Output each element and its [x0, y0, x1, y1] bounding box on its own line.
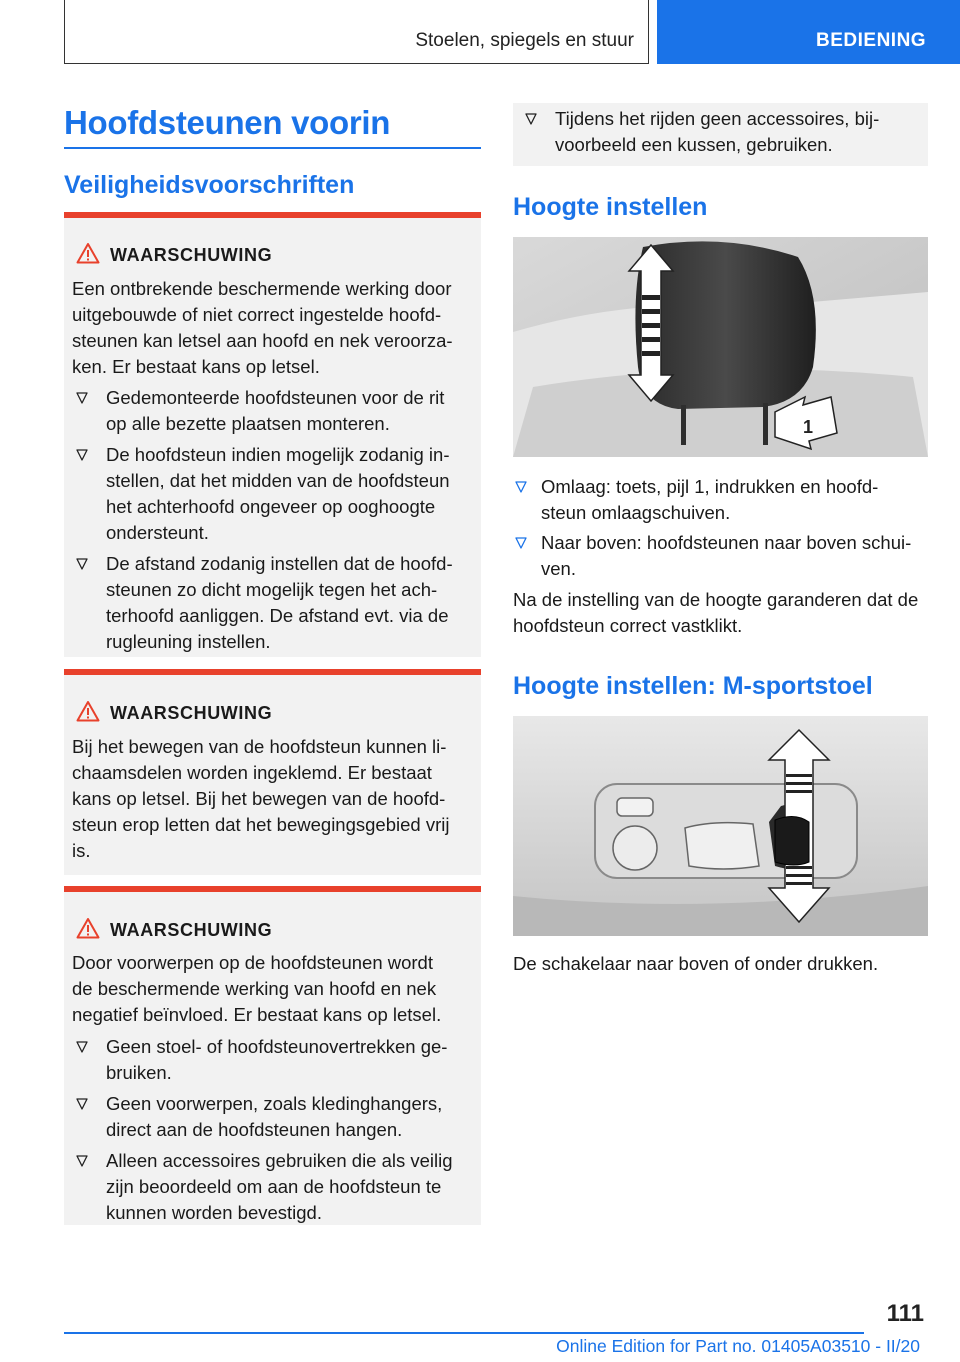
text-line: bruiken. [106, 1062, 172, 1083]
text-line: steun erop letten dat het bewegingsgebied vrij [72, 814, 450, 835]
title-divider [64, 147, 481, 149]
text-line: Geen voorwerpen, zoals kledinghangers, [106, 1093, 443, 1114]
list-item [76, 1034, 473, 1086]
text-line: kans op letsel. Bij het bewegen van de hoofd- [72, 788, 446, 809]
list-item [76, 551, 473, 655]
text-line: steun omlaagschuiven. [541, 502, 731, 523]
text-line: steunen zo dicht mogelijk tegen het ach- [106, 579, 438, 600]
text-line: Gedemonteerde hoofdsteunen voor de rit [106, 387, 445, 408]
text-line: het achterhoofd ongeveer op ooghoogte [106, 496, 436, 517]
text-line: is. [72, 840, 91, 861]
text-line: De afstand zodanig instellen dat de hoofd- [106, 553, 453, 574]
list-item [76, 1148, 473, 1226]
section-heading-safety: Veiligheidsvoorschriften [64, 171, 355, 199]
text-line: voorbeeld een kussen, gebruiken. [555, 134, 833, 155]
text-line: hoofdsteun correct vastklikt. [513, 615, 743, 636]
paragraph: De schakelaar naar boven of onder drukken. [513, 953, 879, 974]
warning-heading: WAARSCHUWING [110, 920, 273, 940]
section-heading-m-sport: Hoogte instellen: M-sportstoel [513, 672, 873, 700]
text-line: steunen kan letsel aan hoofd en nek veroorza- [72, 330, 453, 351]
text-line: op alle bezette plaatsen monteren. [106, 413, 390, 434]
chapter-label: BEDIENING [816, 30, 927, 51]
text-line: terhoofd aanliggen. De afstand evt. via de [106, 605, 449, 626]
text-line: rugleuning instellen. [106, 631, 271, 652]
text-line: ken. Er bestaat kans op letsel. [72, 356, 320, 377]
triangle-bullet-icon [76, 1091, 90, 1117]
paragraph [513, 587, 928, 639]
text-line: Omlaag: toets, pijl 1, indrukken en hoofd- [541, 476, 879, 497]
text-line: Door voorwerpen op de hoofdsteunen wordt [72, 952, 433, 973]
triangle-bullet-icon [76, 1034, 90, 1060]
text-line: Alleen accessoires gebruiken die als veilig [106, 1150, 453, 1171]
list-item [513, 530, 928, 582]
text-line: chaamsdelen worden ingeklemd. Er bestaat [72, 762, 432, 783]
footer-divider [64, 1332, 864, 1334]
list-item [525, 106, 920, 158]
warning-text [72, 950, 473, 1028]
headrest-illustration [513, 237, 928, 457]
continued-warning-box [513, 103, 928, 166]
page-number: 111 [886, 1300, 924, 1327]
text-line: uitgebouwde of niet correct ingestelde hoofd- [72, 304, 442, 325]
text-line: ondersteunt. [106, 522, 209, 543]
warning-heading: WAARSCHUWING [110, 245, 273, 265]
text-line: de beschermende werking van hoofd en nek [72, 978, 437, 999]
triangle-bullet-icon [515, 474, 529, 500]
warning-box [64, 886, 481, 1225]
text-line: Geen stoel- of hoofdsteunovertrekken ge- [106, 1036, 448, 1057]
text-line: Bij het bewegen van de hoofdsteun kunnen li- [72, 736, 447, 757]
triangle-bullet-icon [76, 551, 90, 577]
list-item [76, 385, 473, 437]
warning-triangle-icon [76, 242, 100, 264]
section-heading-height: Hoogte instellen [513, 193, 708, 221]
text-line: Een ontbrekende beschermende werking door [72, 278, 452, 299]
section-title: Stoelen, spiegels en stuur [415, 30, 634, 51]
triangle-bullet-icon [525, 106, 539, 132]
text-line: De hoofdsteun indien mogelijk zodanig in- [106, 444, 450, 465]
triangle-bullet-icon [76, 385, 90, 411]
text-line: Naar boven: hoofdsteunen naar boven schui- [541, 532, 912, 553]
text-line: Na de instelling van de hoogte garanderen dat de [513, 589, 919, 610]
warning-text [72, 734, 473, 864]
text-line: kunnen worden bevestigd. [106, 1202, 322, 1223]
triangle-bullet-icon [515, 530, 529, 556]
text-line: zijn beoordeeld om aan de hoofdsteun te [106, 1176, 442, 1197]
text-line: negatief beïnvloed. Er bestaat kans op letsel. [72, 1004, 442, 1025]
text-line: direct aan de hoofdsteunen hangen. [106, 1119, 403, 1140]
list-item [76, 442, 473, 546]
warning-triangle-icon [76, 700, 100, 722]
warning-heading: WAARSCHUWING [110, 703, 273, 723]
warning-triangle-icon [76, 917, 100, 939]
list-item [513, 474, 928, 526]
triangle-bullet-icon [76, 1148, 90, 1174]
footer-edition: Online Edition for Part no. 01405A03510 - II/20 [556, 1336, 920, 1356]
text-line: ven. [541, 558, 576, 579]
page-title: Hoofdsteunen voorin [64, 104, 391, 141]
callout-1: 1 [803, 417, 814, 437]
warning-box [64, 212, 481, 657]
seat-switch-illustration [513, 716, 928, 936]
text-line: Tijdens het rijden geen accessoires, bij- [555, 108, 880, 129]
warning-box [64, 669, 481, 875]
text-line: stellen, dat het midden van de hoofdsteun [106, 470, 450, 491]
warning-text [72, 276, 473, 380]
list-item [76, 1091, 473, 1143]
triangle-bullet-icon [76, 442, 90, 468]
